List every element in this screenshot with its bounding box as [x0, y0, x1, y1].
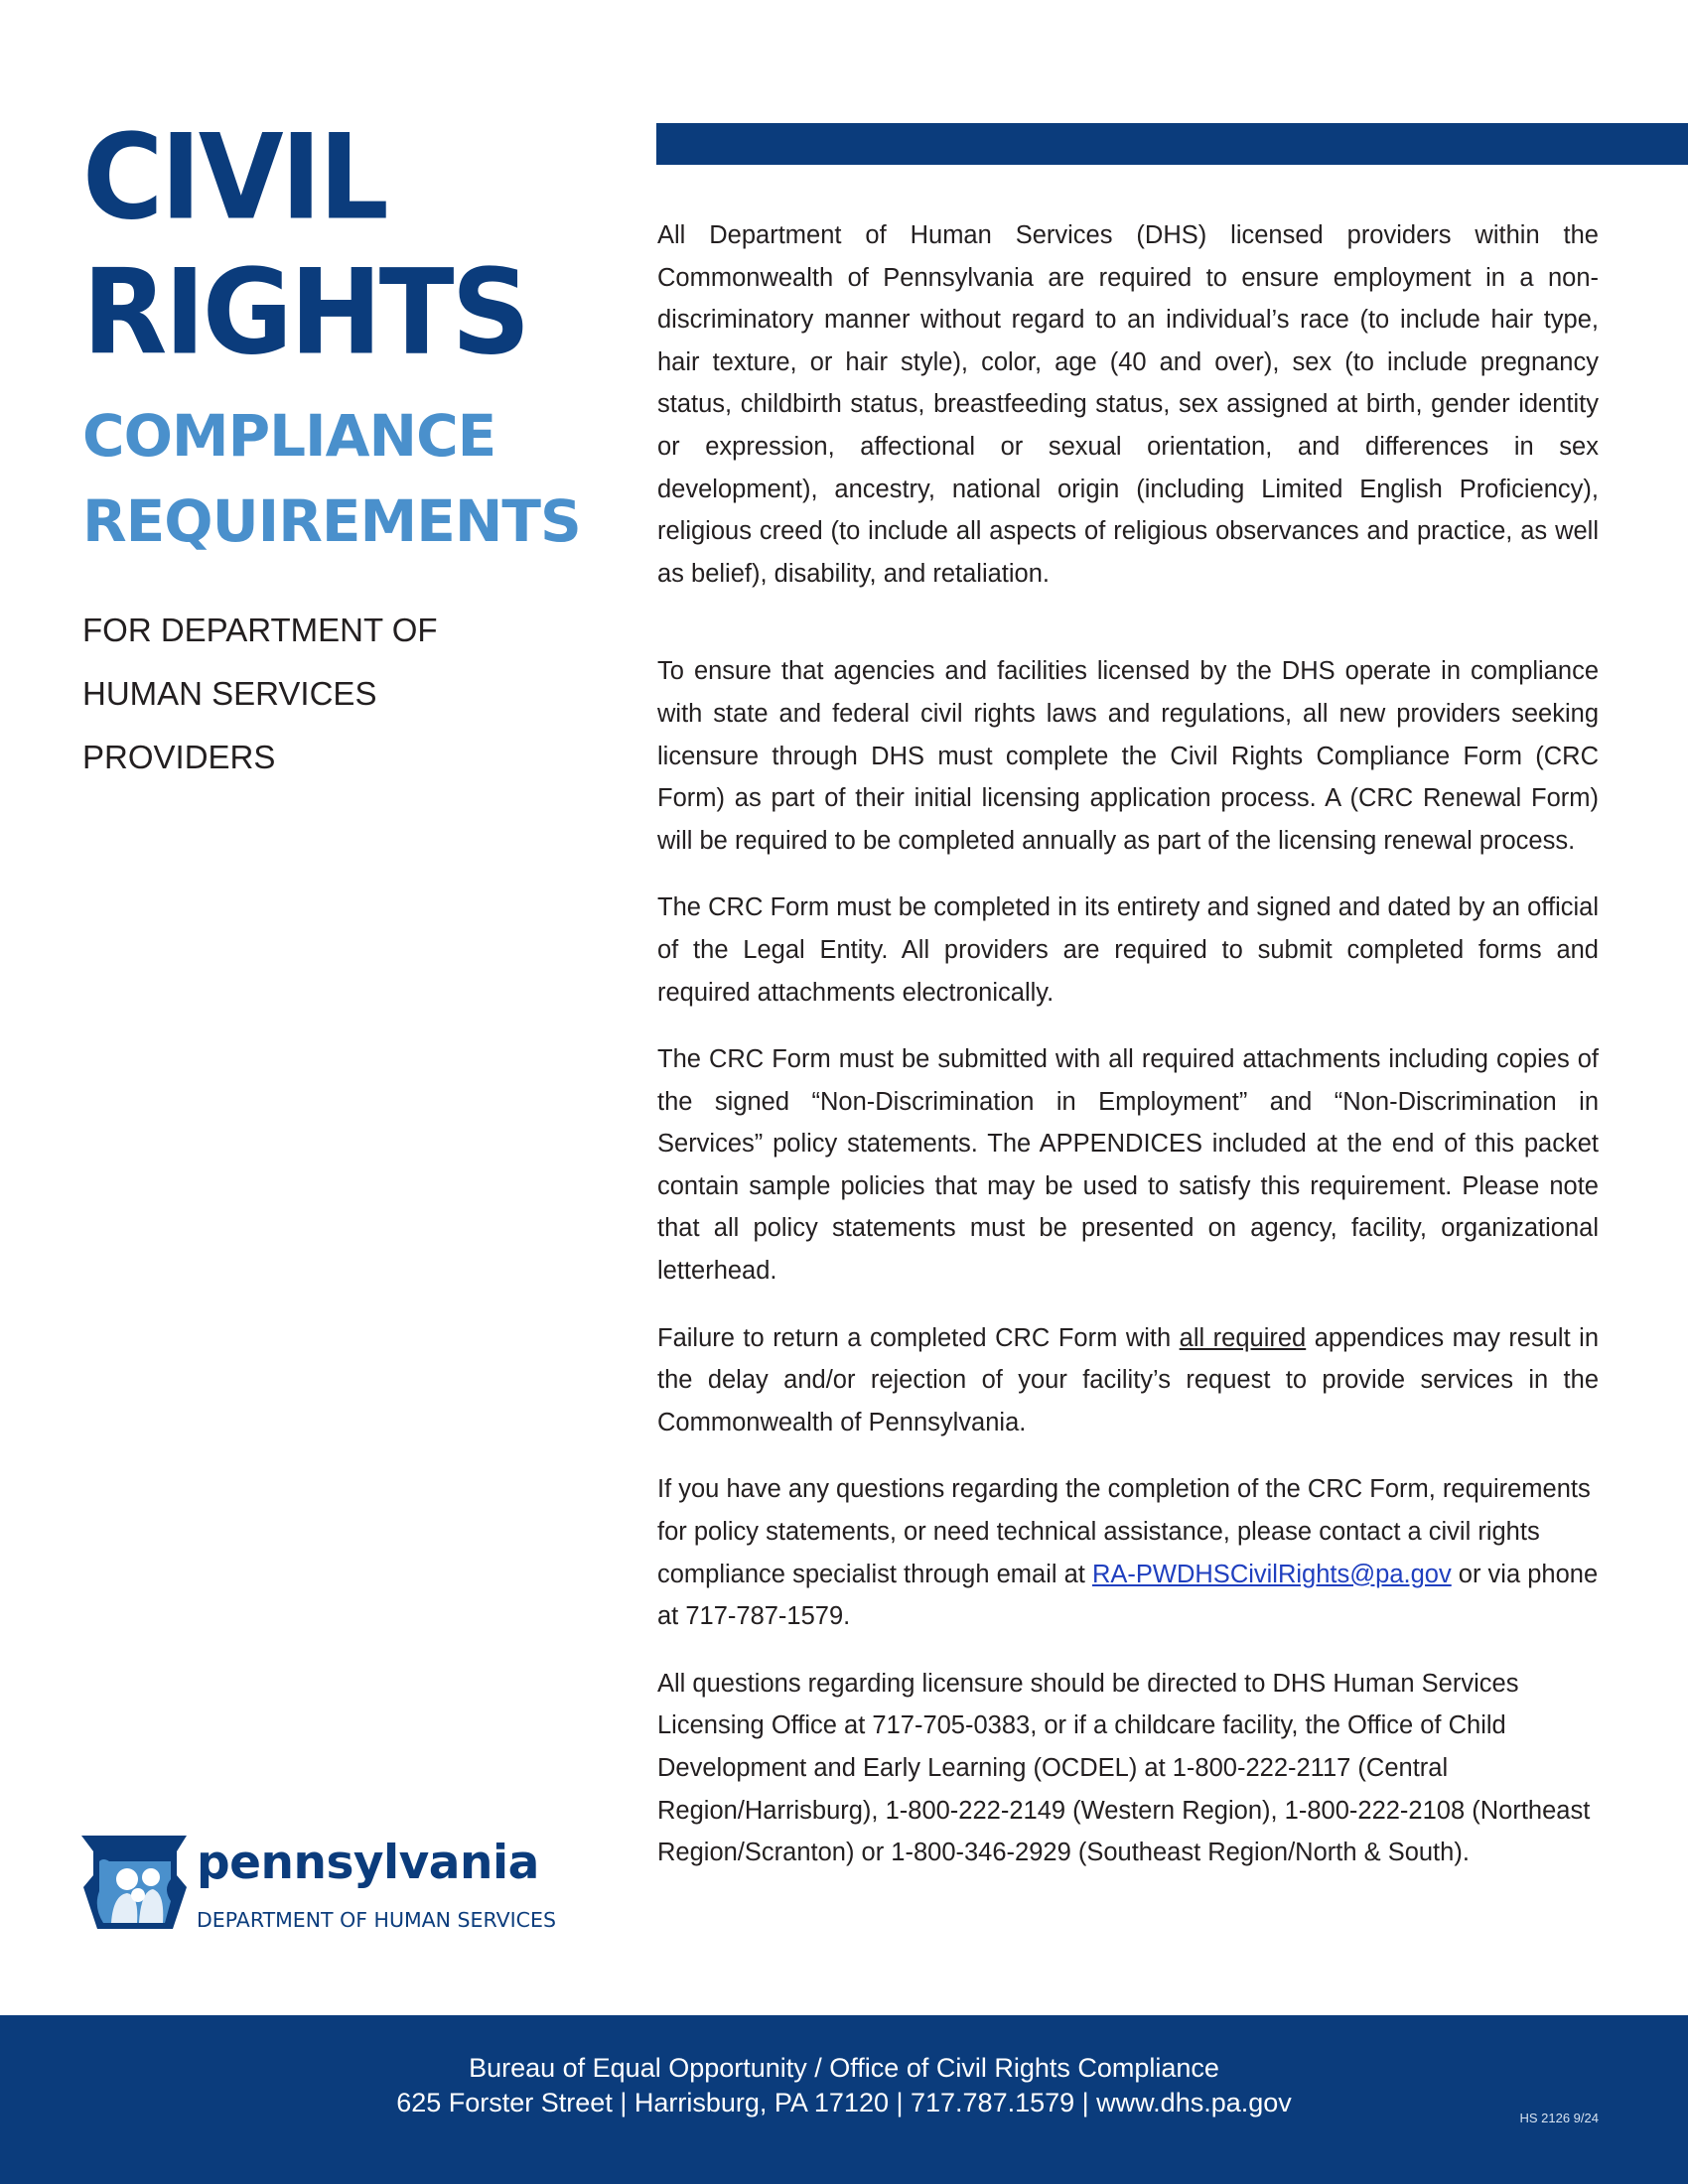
body-text [657, 214, 1599, 1899]
title-requirements: REQUIREMENTS [82, 487, 581, 555]
form-code: HS 2126 9/24 [1519, 2111, 1599, 2125]
email-link[interactable]: RA-PWDHSCivilRights@pa.gov [1091, 1560, 1452, 1588]
paragraph-crc-form-requirement: To ensure that agencies and facilities licensed by the DHS operate in compliance with state and federal civil rights laws and regulations, all new providers seeking licensure through DHS must complete the Civil Rights Compliance Form (CRC Form) as part of their initial licensing application process. A (CRC Renewal Form) will be required to be completed annually as part of the licensing renewal process. [657, 657, 1599, 855]
header-accent-bar [656, 123, 1688, 165]
footer-address: 625 Forster Street | Harrisburg, PA 17120 | 717.787.1579 | www.dhs.pa.gov [396, 2088, 1292, 2117]
title-compliance: COMPLIANCE [82, 402, 496, 470]
subtitle-line: PROVIDERS [82, 739, 276, 775]
paragraph-contact: If you have any questions regarding the completion of the CRC Form, requirements for policy statements, or need technical assistance, please contact a civil rights compliance specialist through email at RA-PWDHSCivilRights@pa.gov or via phone at 717-787-1579. [657, 1475, 1599, 1631]
paragraph-attachments: The CRC Form must be submitted with all required attachments including copies of the signed “Non-Discrimination in Employment” and “Non-Discrimination in Services” policy statements. The APPENDICES included at the end of this packet contain sample policies that may be used to satisfy this requirement. Please note that all policy statements must be presented on agency, facility, organizational letterhead. [657, 1045, 1599, 1286]
title-rights: RIGHTS [82, 244, 528, 382]
logo-department: DEPARTMENT OF HUMAN SERVICES [197, 1908, 556, 1932]
pa-dhs-logo [79, 1832, 596, 1946]
paragraph-failure-warning: Failure to return a completed CRC Form with all required appendices may result in the delay and/or rejection of your facility’s request to provide services in the Commonwealth of Pennsylvania. [657, 1323, 1600, 1436]
document-title [82, 111, 619, 564]
subtitle-line: HUMAN SERVICES [82, 675, 377, 712]
emphasis-all-required: all required [1179, 1323, 1307, 1352]
footer [0, 2015, 1688, 2184]
footer-office: Bureau of Equal Opportunity / Office of Civil Rights Compliance [469, 2053, 1219, 2083]
title-civil: CIVIL [82, 109, 386, 247]
paragraph-licensure-contacts: All questions regarding licensure should be directed to DHS Human Services Licensing Office at 717-705-0383, or if a childcare facility, the Office of Child Development and Early Learning (OCDEL) at 1-800-222-2117 (Central Region/Harrisburg), 1-800-222-2149 (Western Region), 1-800-222-2108 (Northeast Region/Scranton) or 1-800-346-2929 (Southeast Region/North & South). [657, 1669, 1591, 1867]
paragraph-completion: The CRC Form must be completed in its entirety and signed and dated by an official of the Legal Entity. All providers are required to submit completed forms and required attachments electronically. [657, 893, 1599, 1007]
paragraph-protected-classes: All Department of Human Services (DHS) licensed providers within the Commonwealth of Pennsylvania are required to ensure employment in a non-discriminatory manner without regard to an individual’s race (to include hair type, hair texture, or hair style), color, age (40 and over), sex (to include pregnancy status, childbirth status, breastfeeding status, sex assigned at birth, gender identity or expression, affectional or sexual orientation, and differences in sex development), ancestry, national origin (including Limited English Proficiency), religious creed (to include all aspects of religious observances and practice, as well as belief), disability, and retaliation. [657, 221, 1599, 588]
logo-wordmark: pennsylvania [197, 1836, 539, 1890]
audience-subtitle [82, 599, 599, 789]
keystone-family-icon [79, 1832, 189, 1941]
subtitle-line: FOR DEPARTMENT OF [82, 612, 438, 648]
